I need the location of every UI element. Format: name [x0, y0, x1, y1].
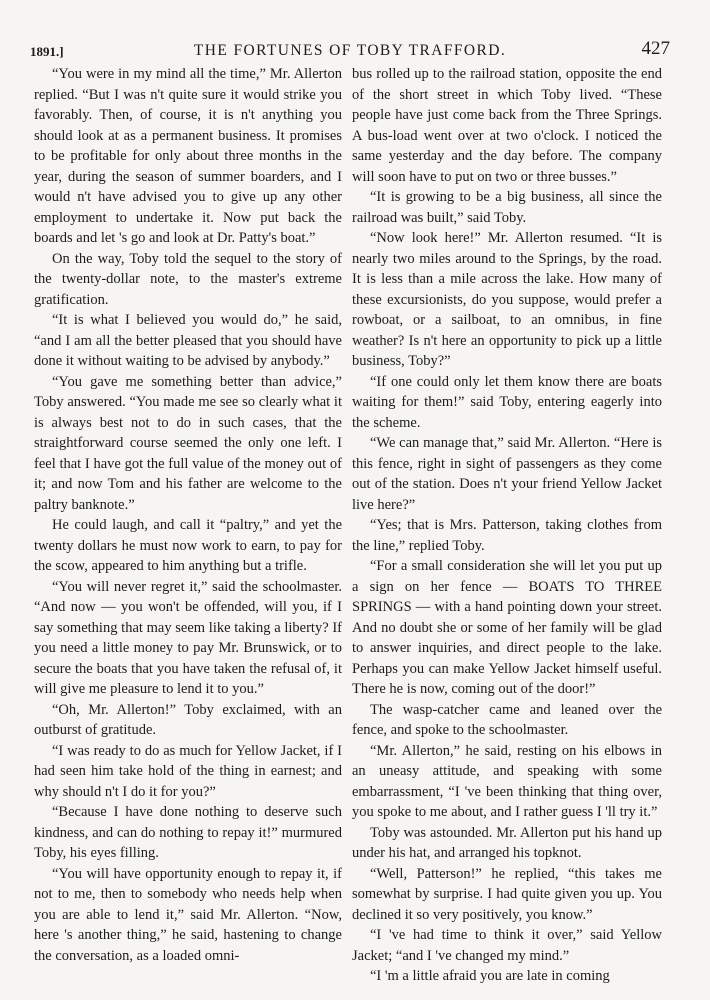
paragraph: On the way, Toby told the sequel to the story of the twenty-dollar note, to the master's extreme gratification.	[34, 250, 342, 308]
paragraph: “Yes; that is Mrs. Patterson, taking clothes from the line,” replied Toby.	[352, 517, 662, 554]
paragraph: “You will have opportunity enough to repay it, if not to me, then to somebody who needs help when you are able to lend it,” said Mr. Allerton. “Now, here 's another thing,” he said, hastening to change the conversation, as a loaded omni-	[34, 865, 342, 964]
right-column	[352, 64, 662, 987]
left-column	[34, 64, 342, 966]
paragraph: “I 've had time to think it over,” said Yellow Jacket; “and I 've changed my mind.”	[352, 927, 662, 964]
paragraph: The wasp-catcher came and leaned over the fence, and spoke to the schoolmaster.	[352, 701, 662, 738]
running-header	[30, 38, 670, 64]
page-number: 427	[641, 38, 670, 59]
paragraph: He could laugh, and call it “paltry,” and yet the twenty dollars he must now work to earn, to pay for the scow, appeared to him anything but a trifle.	[34, 517, 342, 574]
paragraph: “It is what I believed you would do,” he said, “and I am all the better pleased that you should have done it without waiting to be advised by anybody.”	[34, 312, 342, 369]
paragraph: “Oh, Mr. Allerton!” Toby exclaimed, with an outburst of gratitude.	[34, 701, 342, 738]
paragraph: “Mr. Allerton,” he said, resting on his elbows in an uneasy attitude, and speaking with some embarrassment, “I 've been thinking that thing over, you spoke to me about, and I rather guess I 'll try it.”	[352, 742, 662, 820]
paragraph: “I 'm a little afraid you are late in coming	[370, 968, 610, 984]
header-title: THE FORTUNES OF TOBY TRAFFORD.	[193, 42, 507, 59]
paragraph: “We can manage that,” said Mr. Allerton. “Here is this fence, right in sight of passengers as they come out of the station. Does n't your friend Yellow Jacket live here?”	[352, 435, 662, 513]
paragraph: “If one could only let them know there are boats waiting for them!” said Toby, entering eagerly into the scheme.	[352, 373, 662, 431]
paragraph: “You gave me something better than advice,” Toby answered. “You made me see so clearly what it is always best not to do in such cases, that the straightforward course seemed the only one left. I feel that I have got the full value of the money out of it; and now Tom and his father are welcome to the paltry banknote.”	[34, 373, 342, 513]
header-date: 1891.]	[30, 44, 64, 59]
paragraph: “Now look here!” Mr. Allerton resumed. “It is nearly two miles around to the Springs, by the road. It is less than a mile across the lake. How many of these excursionists, do you suppose, would prefer a rowboat, or a sailboat, to an omnibus, in fine weather? Is n't here an opportunity to pick up a little business, Toby?”	[352, 230, 662, 369]
paragraph: Toby was astounded. Mr. Allerton put his hand up under his hat, and arranged his topknot.	[352, 824, 662, 861]
paragraph: bus rolled up to the railroad station, opposite the end of the short street in which Toby lived. “These people have just come back from the Three Springs. A bus-load went over at two o'clock. I noticed the same yesterday and the day before. The company will soon have to put on two or three busses.”	[352, 66, 662, 185]
paragraph: “I was ready to do as much for Yellow Jacket, if I had seen him take hold of the thing in earnest; and why should n't I do it for you?”	[34, 742, 342, 800]
paragraph: “You will never regret it,” said the schoolmaster. “And now — you won't be offended, will you, if I say something that may seem like taking a liberty? If you need a little money to pay Mr. Brunswick, or to secure the boats that you have taken the refusal of, it will give me pleasure to lend it to you.”	[34, 578, 342, 697]
paragraph: “Because I have done nothing to deserve such kindness, and can do nothing to repay it!” murmured Toby, his eyes filling.	[34, 804, 342, 861]
paragraph: “You were in my mind all the time,” Mr. Allerton replied. “But I was n't quite sure it would strike you favorably. Then, of course, it is n't anything you should look at as a permanent business. It promises to be profitable for only about three months in the year, during the season of summer boarders, and I would n't have advised you to give up any other employment to undertake it. Now put back the boards and let 's go and look at Dr. Patty's boat.”	[34, 66, 342, 246]
paragraph: “It is growing to be a big business, all since the railroad was built,” said Toby.	[352, 189, 662, 226]
paragraph: “Well, Patterson!” he replied, “this takes me somewhat by surprise. I had quite given you up. You declined it so very positively, you know.”	[352, 865, 662, 923]
paragraph: “For a small consideration she will let you put up a sign on her fence — BOATS TO THREE SPRINGS — with a hand pointing down your street. And no doubt she or some of her family will be glad to answer inquiries, and direct people to the lake. Perhaps you can make Yellow Jacket himself useful. There he is now, coming out of the door!”	[352, 558, 662, 697]
